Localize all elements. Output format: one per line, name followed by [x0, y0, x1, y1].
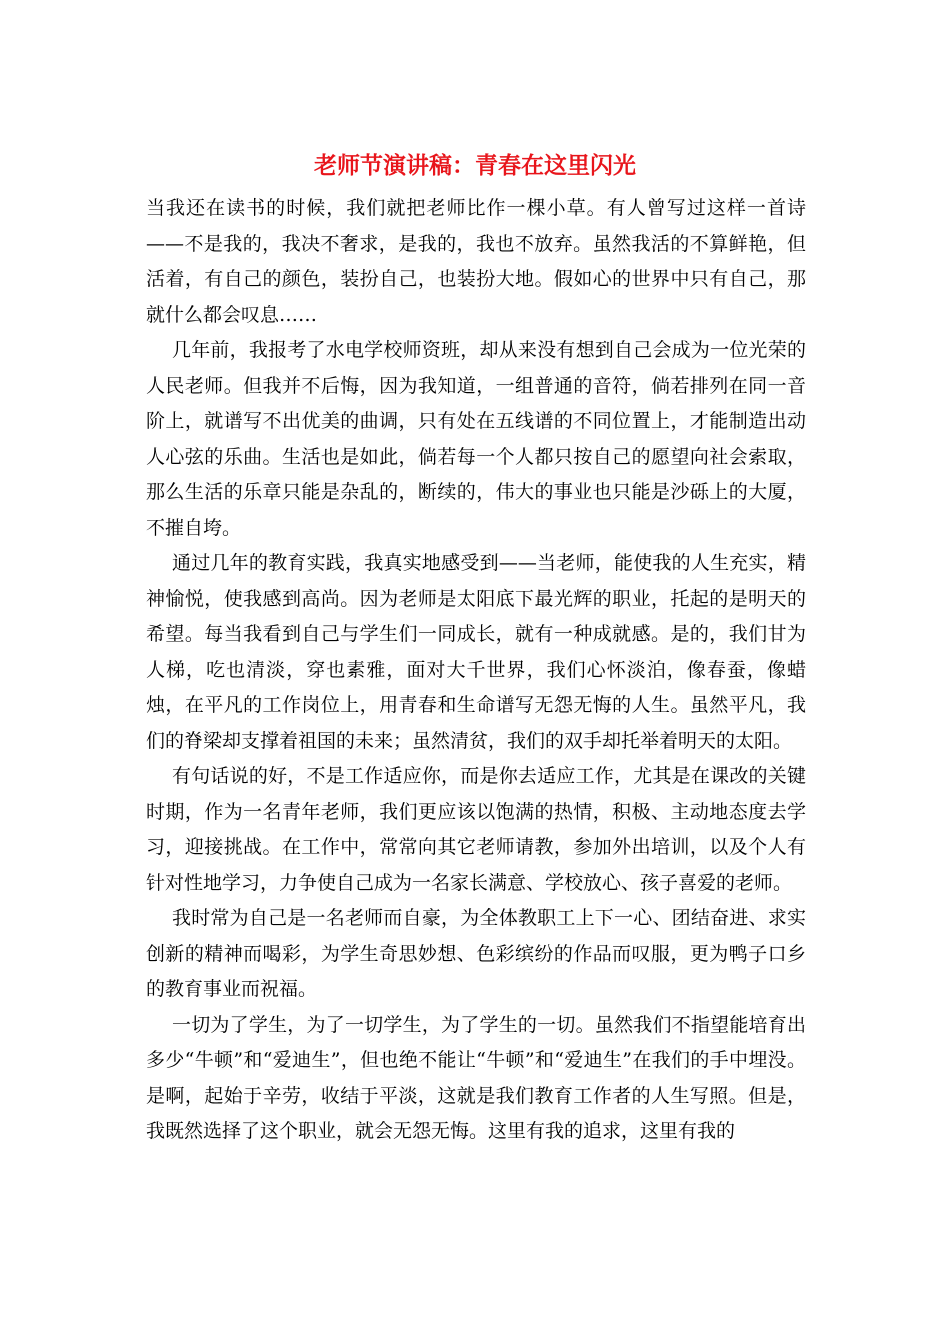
paragraph-2: 几年前，我报考了水电学校师资班，却从来没有想到自己会成为一位光荣的人民老师。但我并不后悔，因为我知道，一组普通的音符，倘若排列在同一音阶上，就谱写不出优美的曲调，只有处在五线谱的不同位置上，才能制造出动人心弦的乐曲。生活也是如此，倘若每一个人都只按自己的愿望向社会索取，那么生活的乐章只能是杂乱的，断续的，伟大的事业也只能是沙砾上的大厦，不摧自垮。 [146, 339, 806, 539]
paragraph-6: 一切为了学生，为了一切学生，为了学生的一切。虽然我们不指望能培育出多少“牛顿”和“爱迪生”，但也绝不能让“牛顿”和“爱迪生”在我们的手中埋没。是啊，起始于辛劳，收结于平淡，这就是我们教育工作者的人生写照。但是，我既然选择了这个职业，就会无怨无悔。这里有我的追求，这里有我的 [146, 1013, 806, 1142]
paragraph-5: 我时常为自己是一名老师而自豪，为全体教职工上下一心、团结奋进、求实创新的精神而喝彩，为学生奇思妙想、色彩缤纷的作品而叹服，更为鸭子口乡的教育事业而祝福。 [146, 907, 806, 1000]
document-body [146, 191, 806, 1150]
paragraph-1: 当我还在读书的时候，我们就把老师比作一棵小草。有人曾写过这样一首诗——不是我的，我决不奢求，是我的，我也不放弃。虽然我活的不算鲜艳，但活着，有自己的颜色，装扮自己，也装扮大地。假如心的世界中只有自己，那就什么都会叹息…… [146, 197, 806, 326]
paragraph-4: 有句话说的好，不是工作适应你，而是你去适应工作，尤其是在课改的关键时期，作为一名青年老师，我们更应该以饱满的热情，积极、主动地态度去学习，迎接挑战。在工作中，常常向其它老师请教，参加外出培训，以及个人有针对性地学习，力争使自己成为一名家长满意、学校放心、孩子喜爱的老师。 [146, 765, 806, 894]
document-title: 老师节演讲稿：青春在这里闪光 [314, 152, 636, 179]
paragraph-3: 通过几年的教育实践，我真实地感受到——当老师，能使我的人生充实，精神愉悦，使我感到高尚。因为老师是太阳底下最光辉的职业，托起的是明天的希望。每当我看到自己与学生们一同成长，就有一种成就感。是的，我们甘为人梯，吃也清淡，穿也素雅，面对大千世界，我们心怀淡泊，像春蚕，像蜡烛，在平凡的工作岗位上，用青春和生命谱写无怨无悔的人生。虽然平凡，我们的脊梁却支撑着祖国的未来；虽然清贫，我们的双手却托举着明天的太阳。 [146, 552, 806, 752]
